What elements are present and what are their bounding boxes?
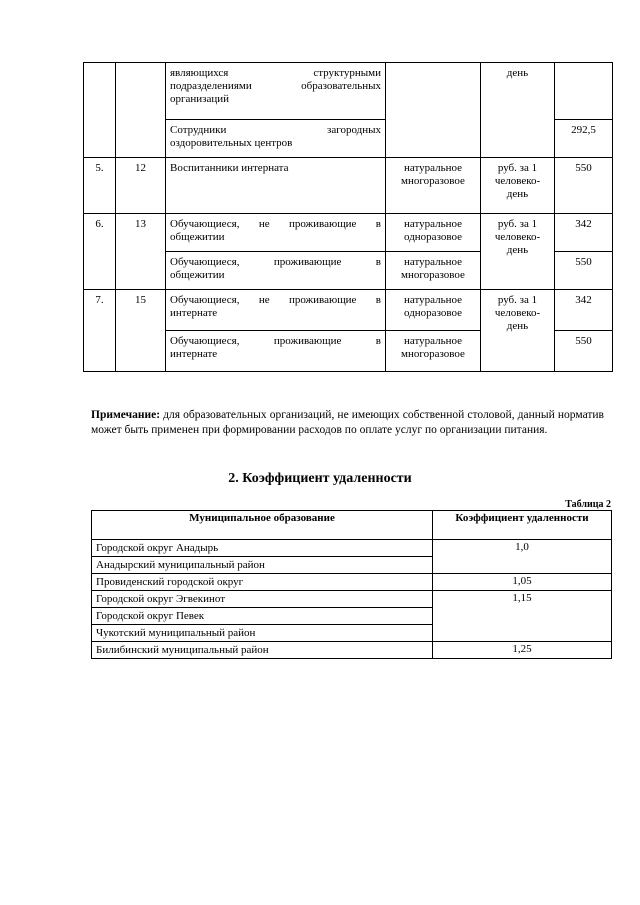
code: 12 bbox=[116, 158, 166, 214]
row-number-cell bbox=[84, 63, 116, 158]
unit: руб. за 1 человеко-день bbox=[481, 290, 555, 372]
category-description: Обучающиеся, не проживающие в общежитии bbox=[166, 214, 386, 252]
municipality-name: Городской округ Анадырь bbox=[92, 540, 433, 557]
provision-form: натуральное многоразовое bbox=[386, 252, 481, 290]
value: 550 bbox=[555, 252, 613, 290]
category-description: являющихся структурными подразделениями образовательных организаций bbox=[166, 63, 386, 120]
value-cell: 292,5 bbox=[555, 120, 613, 158]
note-text: для образовательных организаций, не имеющих собственной столовой, данный норматив может быть применен при формировании расходов по оплате услуг по организации питания. bbox=[91, 409, 604, 436]
coefficient-value: 1,15 bbox=[433, 591, 612, 642]
category-description: Сотрудники загородных оздоровительных центров bbox=[166, 120, 386, 158]
row-number: 6. bbox=[84, 214, 116, 290]
table-caption: Таблица 2 bbox=[565, 499, 611, 510]
municipality-name: Чукотский муниципальный район bbox=[92, 625, 433, 642]
remoteness-coefficient-table bbox=[91, 510, 612, 659]
value: 550 bbox=[555, 158, 613, 214]
unit: руб. за 1 человеко-день bbox=[481, 214, 555, 290]
municipality-name: Городской округ Певек bbox=[92, 608, 433, 625]
municipality-name: Провиденский городской округ bbox=[92, 574, 433, 591]
provision-form: натуральное одноразовое bbox=[386, 290, 481, 331]
provision-form-cell bbox=[386, 63, 481, 158]
provision-form: натуральное многоразовое bbox=[386, 331, 481, 372]
municipality-name: Билибинский муниципальный район bbox=[92, 642, 433, 659]
row-number: 7. bbox=[84, 290, 116, 372]
municipality-name: Анадырский муниципальный район bbox=[92, 557, 433, 574]
section-title: 2. Коэффициент удаленности bbox=[228, 471, 412, 486]
column-header-municipality: Муниципальное образование bbox=[92, 511, 433, 540]
unit-cell: день bbox=[481, 63, 555, 158]
coefficient-value: 1,05 bbox=[433, 574, 612, 591]
nutrition-norms-table bbox=[83, 62, 613, 372]
column-header-coefficient: Коэффициент удаленности bbox=[433, 511, 612, 540]
row-number: 5. bbox=[84, 158, 116, 214]
coefficient-value: 1,25 bbox=[433, 642, 612, 659]
note-paragraph bbox=[91, 408, 604, 438]
category-description: Обучающиеся, проживающие в общежитии bbox=[166, 252, 386, 290]
unit: руб. за 1 человеко-день bbox=[481, 158, 555, 214]
value: 550 bbox=[555, 331, 613, 372]
category-description: Воспитанники интерната bbox=[166, 158, 386, 214]
value-cell bbox=[555, 63, 613, 120]
value: 342 bbox=[555, 290, 613, 331]
note-label: Примечание: bbox=[91, 409, 161, 421]
municipality-name: Городской округ Эгвекинот bbox=[92, 591, 433, 608]
provision-form: натуральное одноразовое bbox=[386, 214, 481, 252]
provision-form: натуральное многоразовое bbox=[386, 158, 481, 214]
code: 15 bbox=[116, 290, 166, 372]
category-description: Обучающиеся, проживающие в интернате bbox=[166, 331, 386, 372]
code-cell bbox=[116, 63, 166, 158]
value: 342 bbox=[555, 214, 613, 252]
category-description: Обучающиеся, не проживающие в интернате bbox=[166, 290, 386, 331]
code: 13 bbox=[116, 214, 166, 290]
coefficient-value: 1,0 bbox=[433, 540, 612, 574]
